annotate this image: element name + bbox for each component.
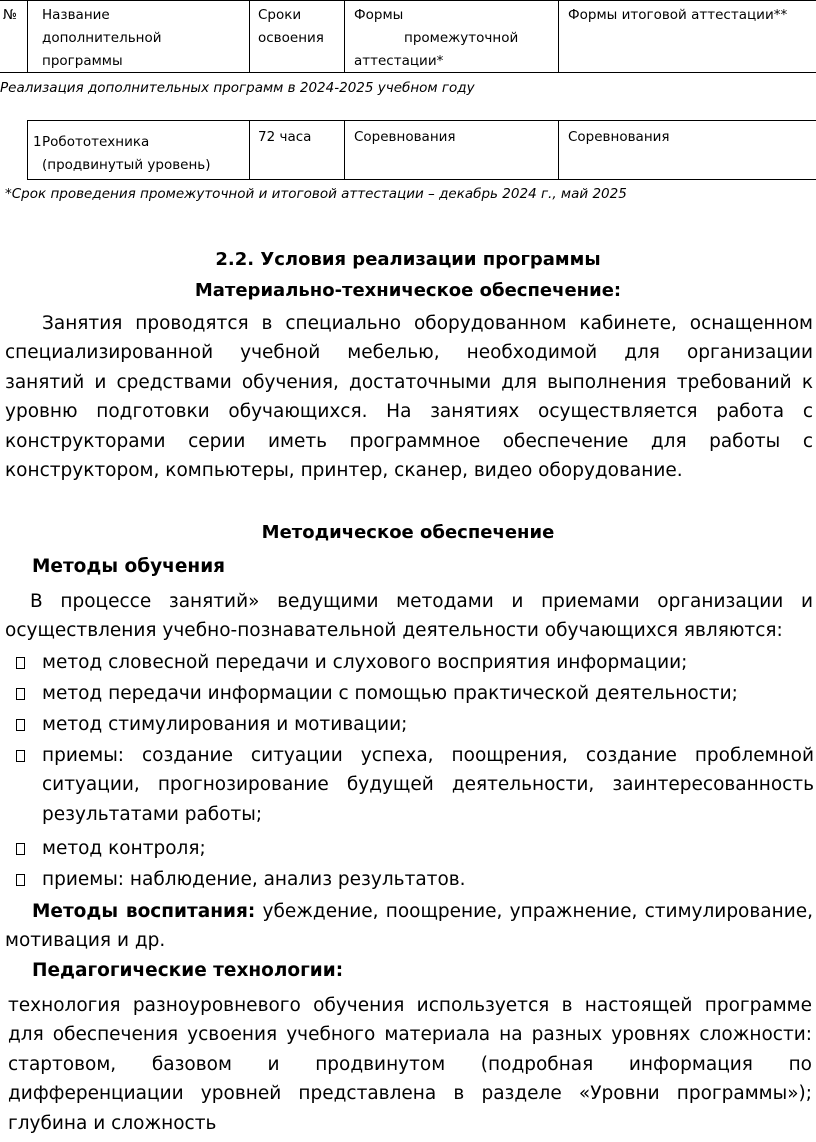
upbringing-line: мотивация и др. (5, 930, 166, 952)
table-col-divider (27, 0, 28, 72)
header-interim-line: аттестации* (354, 53, 444, 69)
table-col-divider (344, 120, 345, 180)
section-subtitle: Материально-техническое обеспечение: (194, 280, 622, 301)
header-final: Формы итоговой аттестации** (568, 7, 788, 23)
table-col-divider (249, 120, 250, 180)
paragraph-line: специализированной учебной мебелью, необходимой для организации (5, 342, 813, 364)
upbringing-label: Методы воспитания: (32, 901, 256, 922)
upbringing-text: убеждение, поощрение, упражнение, стимулирование, (255, 901, 813, 922)
list-item-line: приемы: создание ситуации успеха, поощрения, создание проблемной (42, 745, 814, 766)
paragraph-line: занятий и средствами обучения, достаточными для выполнения требований к (5, 371, 813, 393)
row-num: 1 (33, 134, 42, 150)
header-interim-line: Формы (354, 7, 404, 23)
pedtech-heading: Педагогические технологии: (32, 960, 344, 981)
header-name-line: программы (42, 53, 123, 69)
list-item-text: приемы: наблюдение, анализ результатов. (42, 869, 466, 890)
table-col-divider (27, 120, 28, 180)
table-row-bottom (27, 179, 816, 180)
paragraph-line: конструкторами серии иметь программное обеспечение для работы с (5, 430, 813, 452)
table-footnote: *Срок проведения промежуточной и итоговой аттестации – декабрь 2024 г., май 2025 (5, 186, 627, 202)
row-name (42, 131, 211, 177)
pedtech-line: технология разноуровневого обучения используется в настоящей программе (8, 995, 812, 1016)
list-item-text: метод передачи информации с помощью практической деятельности; (42, 683, 738, 704)
table-border-top (0, 0, 816, 1)
bullet-box-icon (16, 874, 25, 886)
paragraph-line: уровню подготовки обучающихся. На занятиях осуществляется работа с (5, 401, 813, 423)
pedtech-line: для обеспечения усвоения учебного материала на разных уровнях сложности: (8, 1024, 812, 1046)
list-item-text: метод стимулирования и мотивации; (42, 714, 408, 735)
header-interim-line: промежуточной (404, 30, 519, 46)
header-terms-line: Сроки (258, 7, 302, 23)
bullet-box-icon (16, 688, 25, 700)
methods-heading: Методы обучения (32, 556, 226, 577)
table-col-divider (558, 0, 559, 72)
bullet-box-icon (16, 657, 25, 669)
header-num: № (3, 7, 18, 23)
equipment-paragraph (5, 309, 813, 485)
bullet-box-icon (16, 750, 25, 762)
header-terms (258, 4, 324, 50)
row-name-line: (продвинутый уровень) (42, 157, 211, 173)
header-name-line: дополнительной (42, 30, 162, 46)
header-name-line: Название (42, 7, 110, 23)
row-terms: 72 часа (258, 129, 312, 145)
section-title: 2.2. Условия реализации программы (215, 249, 601, 270)
row-final: Соревнования (568, 129, 670, 145)
pedtech-line: глубина и сложность (8, 1112, 217, 1134)
list-item-line: результатами работы; (42, 803, 263, 825)
intro-line: В процессе занятий» ведущими методами и приемами организации и (30, 591, 813, 612)
header-name (42, 4, 162, 73)
paragraph-line: Занятия проводятся в специально оборудованном кабинете, оснащенном (42, 313, 813, 334)
list-item-text (42, 741, 814, 829)
header-terms-line: освоения (258, 30, 324, 46)
bullet-box-icon (16, 719, 25, 731)
header-interim (354, 4, 550, 73)
table-col-divider (558, 120, 559, 180)
upbringing-paragraph (5, 897, 813, 956)
list-item-text: метод словесной передачи и слухового восприятия информации; (42, 652, 688, 673)
intro-line: осуществления учебно-познавательной деятельности обучающихся являются: (5, 620, 783, 642)
upbringing-line (5, 897, 813, 926)
table-section-row: Реализация дополнительных программ в 2024-2025 учебном году (0, 80, 475, 96)
paragraph-line: конструктором, компьютеры, принтер, сканер, видео оборудование. (5, 460, 683, 482)
list-item-text: метод контроля; (42, 838, 206, 859)
methods-intro (5, 587, 813, 646)
list-item-line: ситуации, прогнозирование будущей деятельности, заинтересованность (42, 774, 814, 796)
table-col-divider (249, 0, 250, 72)
methodical-title: Методическое обеспечение (261, 522, 555, 543)
pedtech-paragraph (8, 991, 812, 1138)
row-name-line: Робототехника (42, 134, 150, 150)
row-interim: Соревнования (354, 129, 456, 145)
pedtech-line: дифференциации уровней представлена в разделе «Уровни программы»); (8, 1083, 812, 1105)
pedtech-line: стартовом, базовом и продвинутом (подробная информация по (8, 1053, 812, 1075)
bullet-box-icon (16, 843, 25, 855)
table-col-divider (344, 0, 345, 72)
table-row-top (27, 120, 816, 121)
